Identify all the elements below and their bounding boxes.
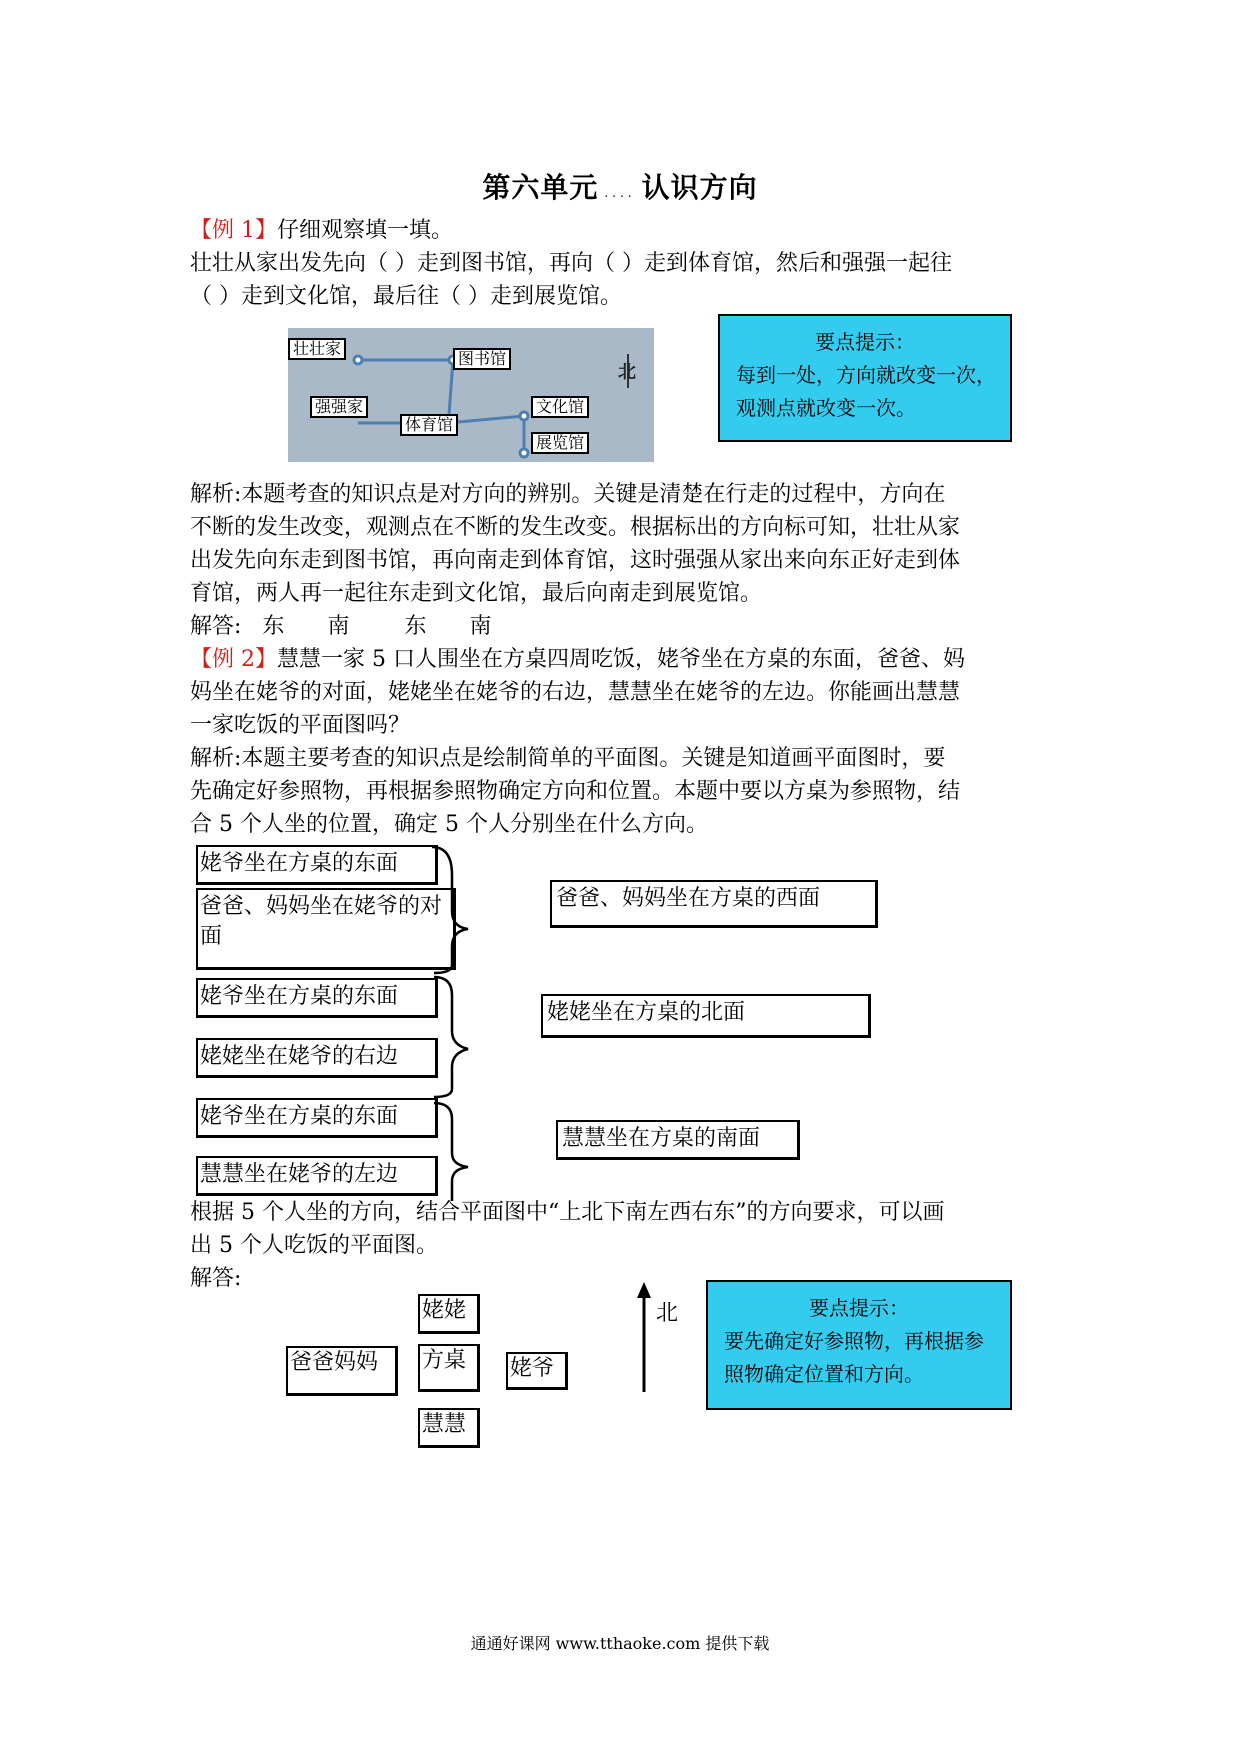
map-label-culture-hall: 文化馆 (531, 396, 589, 418)
ex1-line: 壮壮从家出发先向（ ）走到图书馆，再向（ ）走到体育馆，然后和强强一起往 (190, 251, 952, 276)
plan-table: 方桌 (418, 1344, 480, 1392)
ex1-heading (190, 214, 1060, 247)
map-label-zhuangzhuang-home: 壮壮家 (288, 338, 346, 360)
ex1-line: （ ）走到文化馆，最后往（ ）走到展览馆。 (190, 284, 622, 309)
tip-body: 要先确定好参照物，再根据参照物确定位置和方向。 (724, 1329, 984, 1386)
conclusion-box: 慧慧坐在方桌的南面 (556, 1120, 800, 1160)
ex2-summary-line: 根据 5 个人坐的方向，结合平面图中“上北下南左西右东”的方向要求，可以画 (190, 1200, 945, 1225)
plan-east-person: 姥爷 (506, 1352, 568, 1390)
map-label-exhibition-hall: 展览馆 (531, 432, 589, 454)
ex1-analysis-line: 不断的发生改变，观测点在不断的发生改变。根据标出的方向标可知，壮壮从家 (190, 515, 961, 540)
plan-south-person: 慧慧 (418, 1408, 480, 1448)
ex2-analysis-line: 先确定好参照物，再根据参照物确定方向和位置。本题中要以方桌为参照物，结 (190, 779, 961, 804)
tip-body: 每到一处，方向就改变一次，观测点就改变一次。 (736, 363, 996, 420)
premise-box: 爸爸、妈妈坐在姥爷的对面 (196, 888, 456, 970)
tip-title: 要点提示： (809, 1296, 909, 1320)
page-footer: 通通好课网 www.tthaoke.com 提供下载 (470, 1634, 770, 1653)
north-arrow-icon (632, 1282, 656, 1394)
premise-box: 姥爷坐在方桌的东面 (196, 978, 438, 1018)
ex1-tag: 【例 1】 (190, 218, 277, 243)
premise-box: 姥爷坐在方桌的东面 (196, 1098, 438, 1138)
tip-box-2 (706, 1280, 1012, 1410)
answer-value: 东 (262, 614, 285, 639)
premise-box: 姥爷坐在方桌的东面 (196, 845, 438, 885)
answer-value: 南 (469, 614, 492, 639)
tip-box-1 (718, 314, 1012, 442)
ex1-analysis-line: 育馆，两人再一起往东走到文化馆，最后向南走到展览馆。 (190, 581, 763, 606)
route-map-photo (288, 328, 654, 462)
ex2-analysis-line: 解析:本题主要考查的知识点是绘制简单的平面图。关键是知道画平面图时，要 (190, 746, 946, 771)
title-sub: 认识方向 (641, 171, 758, 204)
premise-box: 慧慧坐在姥爷的左边 (196, 1156, 438, 1196)
ex2-tag: 【例 2】 (190, 647, 277, 672)
conclusion-box: 姥姥坐在方桌的北面 (541, 994, 871, 1038)
premise-box: 姥姥坐在姥爷的右边 (196, 1038, 438, 1078)
ex1-analysis-line: 出发先向东走到图书馆，再向南走到体育馆，这时强强从家出来向东正好走到体 (190, 548, 961, 573)
page-title (0, 166, 1240, 206)
ex2-line: 一家吃饭的平面图吗？ (190, 713, 411, 738)
ex2-line: 妈坐在姥爷的对面，姥姥坐在姥爷的右边，慧慧坐在姥爷的左边。你能画出慧慧 (190, 680, 961, 705)
plan-west-person: 爸爸妈妈 (286, 1346, 398, 1396)
map-label-library: 图书馆 (453, 348, 511, 370)
ex2-answer-label: 解答: (190, 1266, 242, 1291)
ex1-question: 仔细观察填一填。 (277, 218, 454, 243)
ex2-heading (190, 643, 1060, 676)
plan-north-person: 姥姥 (418, 1294, 480, 1334)
map-label-qiangqiang-home: 强强家 (310, 396, 368, 418)
answer-value: 东 (404, 614, 427, 639)
answer-value: 南 (327, 614, 350, 639)
ex2-line: 慧慧一家 5 口人围坐在方桌四周吃饭，姥爷坐在方桌的东面，爸爸、妈 (277, 647, 965, 672)
title-main: 第六单元 (482, 171, 599, 204)
ex1-analysis-line: 解析:本题考查的知识点是对方向的辨别。关键是清楚在行走的过程中，方向在 (190, 482, 946, 507)
plan-north-label: 北 (656, 1301, 679, 1326)
ex2-summary-line: 出 5 个人吃饭的平面图。 (190, 1233, 438, 1258)
ex1-answer (190, 610, 1060, 643)
map-label-gym: 体育馆 (400, 414, 458, 436)
answer-label: 解答: (190, 614, 242, 639)
grouping-braces (430, 845, 500, 1205)
map-north-label: 北 (618, 362, 636, 383)
tip-title: 要点提示： (815, 330, 915, 354)
title-dots: .... (604, 186, 636, 200)
conclusion-box: 爸爸、妈妈坐在方桌的西面 (550, 880, 878, 928)
ex2-analysis-line: 合 5 个人坐的位置，确定 5 个人分别坐在什么方向。 (190, 812, 708, 837)
